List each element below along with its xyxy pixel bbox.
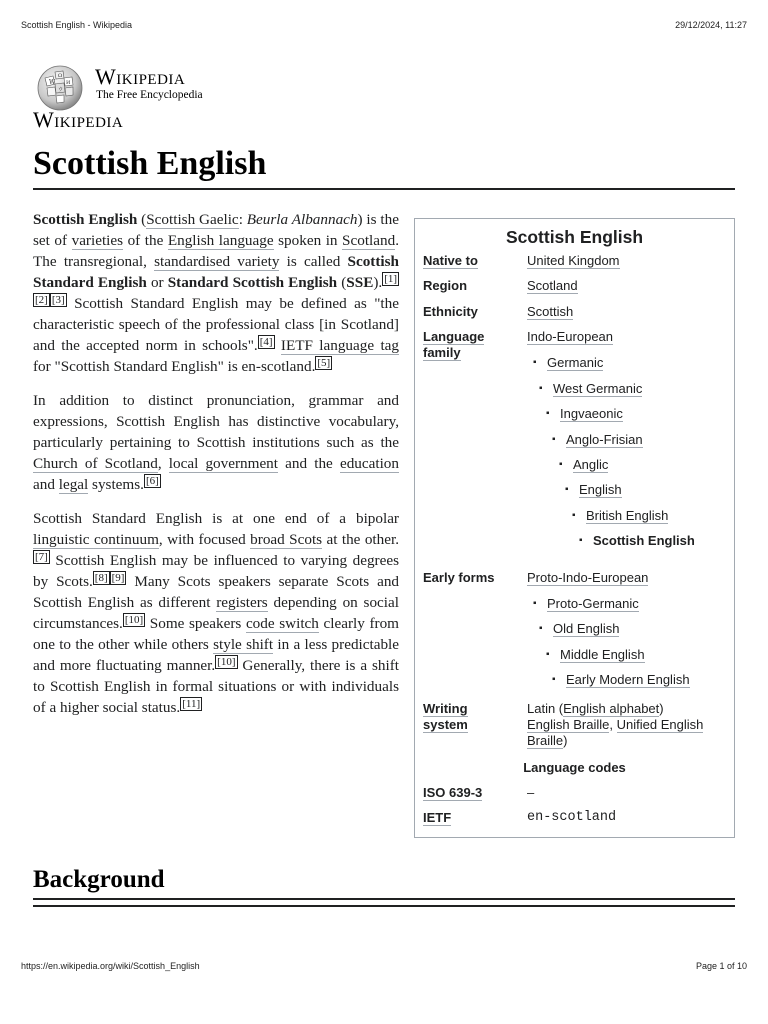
text: Scottish Standard English is at one end of a bipolar xyxy=(33,510,399,527)
infobox-label xyxy=(423,329,503,361)
link-united-kingdom[interactable]: United Kingdom xyxy=(527,253,620,268)
print-header-datetime: 29/12/2024, 11:27 xyxy=(675,20,747,30)
link-legal[interactable]: legal xyxy=(58,476,89,493)
link-ietf-language-tag[interactable]: IETF language tag xyxy=(280,337,399,354)
infobox-language-codes-heading: Language codes xyxy=(523,760,626,775)
wikipedia-logo[interactable] xyxy=(33,62,253,112)
citation[interactable] xyxy=(144,474,161,488)
term-bold: SSE xyxy=(346,274,374,291)
infobox-value xyxy=(527,278,732,294)
family-tree-item[interactable] xyxy=(579,482,622,498)
section-heading-background: Background xyxy=(33,866,165,893)
text: , xyxy=(157,455,169,472)
infobox-value xyxy=(527,329,732,345)
citation-link[interactable]: [8] xyxy=(94,572,108,584)
print-header xyxy=(21,20,747,32)
link-proto-indo-european[interactable]: Proto-Indo-European xyxy=(527,570,649,585)
print-header-title: Scottish English - Wikipedia xyxy=(21,20,133,30)
link-education[interactable]: education xyxy=(339,455,399,472)
link-code-switch[interactable]: code switch xyxy=(245,615,319,632)
text: Some speakers xyxy=(145,615,246,632)
text: and the xyxy=(278,455,340,472)
citation[interactable] xyxy=(382,272,399,286)
citation-link[interactable]: [1] xyxy=(384,273,398,285)
infobox-label: Region xyxy=(423,278,468,293)
link-scotland[interactable]: Scotland xyxy=(342,232,396,249)
text: , with focused xyxy=(158,531,251,548)
link-english-alphabet[interactable]: English alphabet xyxy=(563,701,660,716)
family-tree-item-current: ▪ Scottish English xyxy=(593,533,695,549)
citation[interactable] xyxy=(123,613,145,627)
link-west-germanic[interactable]: West Germanic xyxy=(553,381,643,396)
link-middle-english[interactable]: Middle English xyxy=(560,647,645,662)
paragraph-3 xyxy=(33,508,399,718)
link-english-braille[interactable]: English Braille xyxy=(527,717,610,732)
citation[interactable] xyxy=(93,571,110,585)
early-form-item[interactable] xyxy=(560,647,645,663)
text: Many Scots speakers separate Scots and Scottish English as different xyxy=(33,573,400,611)
family-tree-item[interactable] xyxy=(586,508,668,524)
link-anglic[interactable]: Anglic xyxy=(573,457,609,472)
infobox-label xyxy=(423,701,493,733)
family-tree-item[interactable] xyxy=(573,457,608,473)
text: Latin ( xyxy=(527,701,564,716)
link-registers[interactable]: registers xyxy=(216,594,268,611)
link-unified-english-braille[interactable]: Unified English Braille xyxy=(527,717,704,748)
infobox-label-text[interactable]: ISO 639-3 xyxy=(423,785,483,800)
infobox-label xyxy=(423,253,521,269)
term-bold: Scottish English xyxy=(33,211,138,228)
text xyxy=(275,337,281,354)
text: depending on social circumstances. xyxy=(33,594,399,632)
infobox-label-text[interactable]: Language family xyxy=(423,329,485,360)
link-style-shift[interactable]: style shift xyxy=(213,636,274,653)
text: in a less predictable and more fluctuating manner. xyxy=(33,636,400,674)
infobox-label-text[interactable]: Writing system xyxy=(423,701,468,732)
citation[interactable] xyxy=(50,293,67,307)
citation-link[interactable]: [11] xyxy=(182,698,201,710)
wikipedia-wordmark-secondary: Wikipedia xyxy=(33,107,124,132)
family-tree-item[interactable] xyxy=(566,432,643,448)
infobox xyxy=(414,218,735,838)
text: spoken in xyxy=(273,232,343,249)
print-footer-url: https://en.wikipedia.org/wiki/Scottish_English xyxy=(21,961,200,971)
text: ) xyxy=(659,701,664,716)
infobox-label xyxy=(423,810,521,826)
term-italic: Beurla Albannach xyxy=(246,211,358,228)
wikipedia-wordmark: Wikipedia xyxy=(95,64,186,89)
infobox-value xyxy=(527,701,732,749)
text: at the other. xyxy=(322,531,399,548)
citation-link[interactable]: [5] xyxy=(317,357,331,369)
text: is called xyxy=(279,253,348,270)
text: Generally, there is a shift to Scottish English in formal situations or with individuals of a higher social status. xyxy=(33,657,399,716)
citation-link[interactable]: [10] xyxy=(124,614,144,626)
page-title: Scottish English xyxy=(33,145,267,182)
svg-text:Ω: Ω xyxy=(58,73,63,79)
infobox-value: en-scotland xyxy=(527,810,617,825)
text: ). xyxy=(373,274,383,291)
text: ( xyxy=(337,274,347,291)
citation-link[interactable]: [2] xyxy=(35,294,48,306)
link-varieties[interactable]: varieties xyxy=(71,232,124,249)
link-broad-scots[interactable]: broad Scots xyxy=(250,531,323,548)
citation[interactable] xyxy=(110,571,127,585)
text: of the xyxy=(123,232,168,249)
link-standardised-variety[interactable]: standardised variety xyxy=(154,253,280,270)
infobox-label-text[interactable]: Native to xyxy=(423,253,478,268)
citation[interactable] xyxy=(315,356,332,370)
text: : xyxy=(238,211,247,228)
text: In addition to distinct pronunciation, grammar and expressions, Scottish English has distinctive vocabulary, particularly pertaining to Scottish institutions such as the xyxy=(33,392,399,451)
family-tree-item[interactable] xyxy=(547,355,603,371)
infobox-value: – xyxy=(527,785,535,800)
title-divider xyxy=(33,188,735,190)
infobox-value xyxy=(527,304,732,320)
article-body xyxy=(33,209,399,731)
citation-link[interactable]: [4] xyxy=(259,336,273,348)
infobox-value xyxy=(527,570,732,586)
citation-link[interactable]: [10] xyxy=(217,656,236,668)
paragraph-2 xyxy=(33,390,399,495)
link-anglo-frisian[interactable]: Anglo-Frisian xyxy=(566,432,643,447)
link-scotland-region[interactable]: Scotland xyxy=(527,278,578,293)
term-bold: Standard Scottish English xyxy=(167,274,338,291)
svg-text:ウ: ウ xyxy=(58,87,64,93)
citation[interactable] xyxy=(180,697,202,711)
citation-link[interactable]: [3] xyxy=(51,294,65,306)
infobox-value xyxy=(527,253,732,269)
early-form-item[interactable] xyxy=(547,596,639,612)
svg-text:И: И xyxy=(66,80,71,86)
text: for "Scottish Standard English" is en-scotland. xyxy=(33,358,316,375)
link-germanic[interactable]: Germanic xyxy=(547,355,604,370)
text: and xyxy=(33,476,59,493)
text: ) is the set of xyxy=(33,211,399,249)
link-british-english[interactable]: British English xyxy=(586,508,669,523)
link-old-english[interactable]: Old English xyxy=(553,621,620,636)
link-scottish-people[interactable]: Scottish xyxy=(527,304,574,319)
link-proto-germanic[interactable]: Proto-Germanic xyxy=(547,596,639,611)
citation[interactable] xyxy=(258,335,275,349)
text: or xyxy=(146,274,168,291)
infobox-label: Early forms xyxy=(423,570,495,585)
link-indo-european[interactable]: Indo-European xyxy=(527,329,614,344)
citation-link[interactable]: [9] xyxy=(111,572,125,584)
print-footer xyxy=(21,961,747,973)
text: . The transregional, xyxy=(33,232,399,270)
section-divider xyxy=(33,898,735,900)
text: ) xyxy=(563,733,568,748)
text: systems. xyxy=(88,476,144,493)
section-divider xyxy=(33,905,735,907)
text: ( xyxy=(137,211,147,228)
link-english[interactable]: English xyxy=(579,482,622,497)
infobox-title: Scottish English xyxy=(505,227,644,247)
paragraph-1 xyxy=(33,209,399,377)
print-footer-page: Page 1 of 10 xyxy=(695,961,747,971)
citation-link[interactable]: [7] xyxy=(35,551,48,563)
early-form-item[interactable] xyxy=(566,672,690,688)
wikipedia-tagline: The Free Encyclopedia xyxy=(96,89,203,101)
text: Scottish English may be influenced to varying degrees by Scots. xyxy=(33,552,399,590)
text: Scottish Standard English may be defined as "the characteristic speech of the professional class [in Scotland] and the accepted norm in schools". xyxy=(33,295,399,354)
text: , xyxy=(609,717,617,732)
link-local-government[interactable]: local government xyxy=(168,455,278,472)
wikipedia-globe-icon xyxy=(33,64,87,112)
infobox-label: Ethnicity xyxy=(423,304,478,319)
svg-text:W: W xyxy=(49,79,56,86)
citation[interactable] xyxy=(33,293,50,307)
infobox-label-text[interactable]: IETF xyxy=(423,810,452,825)
link-english-language[interactable]: English language xyxy=(167,232,274,249)
link-scottish-gaelic[interactable]: Scottish Gaelic xyxy=(146,211,239,228)
link-early-modern-english[interactable]: Early Modern English xyxy=(566,672,690,687)
citation[interactable] xyxy=(33,550,50,564)
link-linguistic-continuum[interactable]: linguistic continuum xyxy=(33,531,159,548)
family-tree-item[interactable] xyxy=(553,381,642,397)
link-ingvaeonic[interactable]: Ingvaeonic xyxy=(560,406,623,421)
term-bold: Scottish Standard English xyxy=(33,253,399,291)
family-tree-item[interactable] xyxy=(560,406,623,422)
link-church-of-scotland[interactable]: Church of Scotland xyxy=(33,455,158,472)
citation-link[interactable]: [6] xyxy=(145,475,159,487)
citation[interactable] xyxy=(215,655,237,669)
early-form-item[interactable] xyxy=(553,621,619,637)
infobox-label xyxy=(423,785,521,801)
text: clearly from one to the other while others xyxy=(33,615,399,653)
